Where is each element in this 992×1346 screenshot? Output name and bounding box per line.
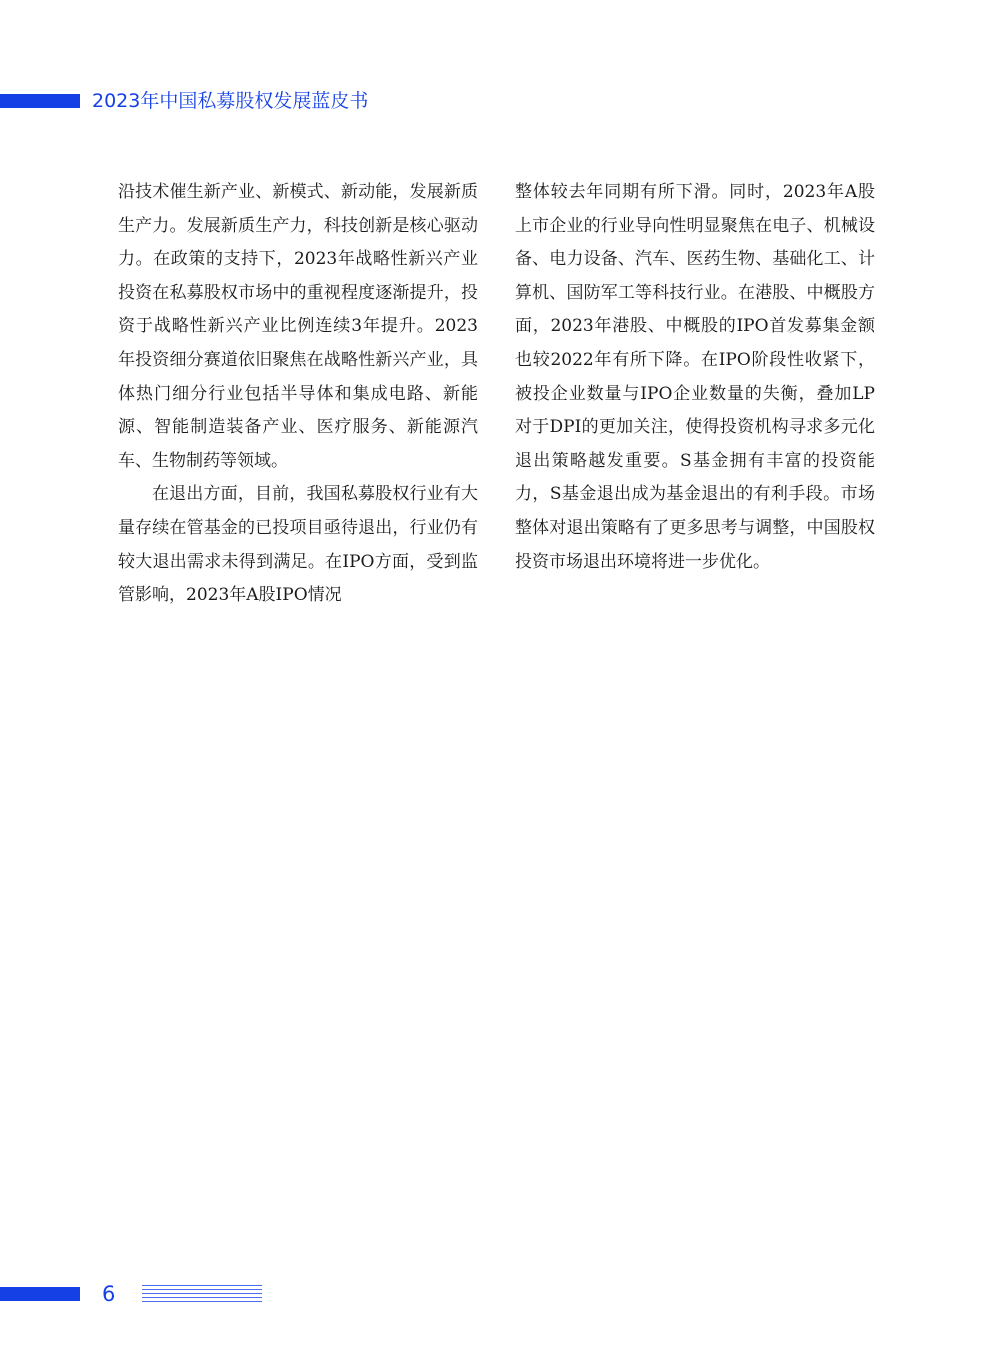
footer-decorative-lines — [142, 1285, 262, 1303]
page-number: 6 — [102, 1282, 116, 1306]
header-title: 2023年中国私募股权发展蓝皮书 — [92, 90, 369, 112]
footer-accent-bar — [0, 1287, 80, 1301]
header-accent-bar — [0, 94, 80, 108]
right-paragraph-1: 整体较去年同期有所下滑。同时，2023年A股上市企业的行业导向性明显聚焦在电子、机械设备、电力设备、汽车、医药生物、基础化工、计算机、国防军工等科技行业。在港股、中概股方面，2023年港股、中概股的IPO首发募集金额也较2022年有所下降。在IPO阶段性收紧下，被投企业数量与IPO企业数量的失衡，叠加LP对于DPI的更加关注，使得投资机构寻求多元化退出策略越发重要。S基金拥有丰富的投资能力，S基金退出成为基金退出的有利手段。市场整体对退出策略有了更多思考与调整，中国股权投资市场退出环境将进一步优化。 — [515, 182, 875, 572]
right-column — [515, 176, 875, 579]
left-paragraph-2: 在退出方面，目前，我国私募股权行业有大量存续在管基金的已投项目亟待退出，行业仍有较大退出需求未得到满足。在IPO方面，受到监管影响，2023年A股IPO情况 — [118, 484, 478, 606]
left-paragraph-1: 沿技术催生新产业、新模式、新动能，发展新质生产力。发展新质生产力，科技创新是核心驱动力。在政策的支持下，2023年战略性新兴产业投资在私募股权市场中的重视程度逐渐提升，投资于战略性新兴产业比例连续3年提升。2023年投资细分赛道依旧聚焦在战略性新兴产业，具体热门细分行业包括半导体和集成电路、新能源、智能制造装备产业、医疗服务、新能源汽车、生物制药等领域。 — [118, 182, 478, 471]
left-column — [118, 176, 478, 613]
